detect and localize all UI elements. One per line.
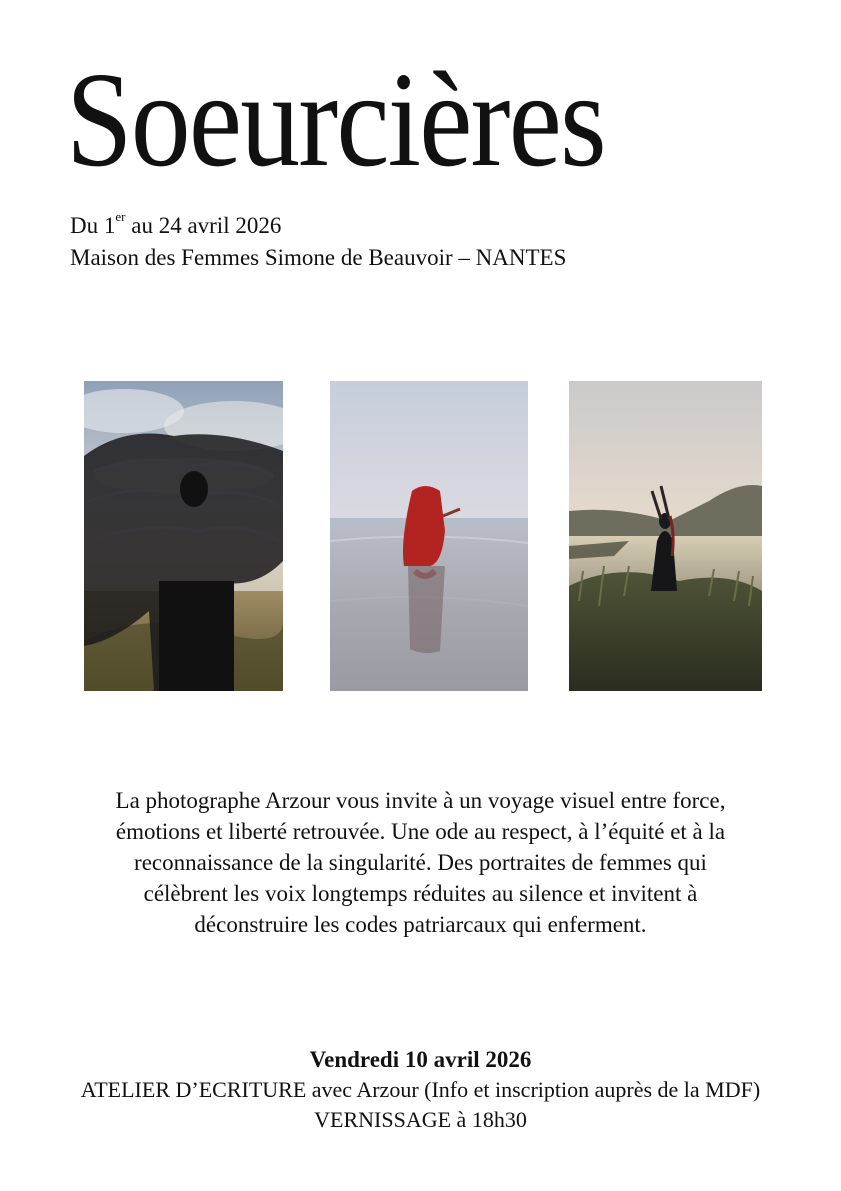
exhibition-description xyxy=(60,785,781,940)
event-info xyxy=(0,1045,841,1135)
description-line: La photographe Arzour vous invite à un voyage visuel entre force, xyxy=(115,788,726,813)
event-opening: VERNISSAGE à 18h30 xyxy=(314,1107,527,1132)
poster-title: Soeurcières xyxy=(66,45,605,195)
event-workshop: ATELIER D’ECRITURE avec Arzour (Info et inscription auprès de la MDF) xyxy=(80,1077,761,1102)
photo-lake-grass xyxy=(569,381,762,691)
description-line: émotions et liberté retrouvée. Une ode au respect, à l’équité et à la xyxy=(115,819,726,844)
dates-superscript: er xyxy=(115,209,126,225)
exhibition-venue: Maison des Femmes Simone de Beauvoir – NANTES xyxy=(70,245,567,270)
dates-suffix: au 24 avril 2026 xyxy=(125,213,282,238)
event-date: Vendredi 10 avril 2026 xyxy=(309,1047,532,1072)
description-line: célèbrent les voix longtemps réduites au silence et invitent à xyxy=(143,881,698,906)
photo-veil-portrait xyxy=(84,381,283,691)
photo-red-veil-beach xyxy=(330,381,528,691)
dates-prefix: Du 1 xyxy=(70,213,116,238)
description-line: reconnaissance de la singularité. Des portraites de femmes qui xyxy=(134,850,707,875)
description-line: déconstruire les codes patriarcaux qui enferment. xyxy=(194,912,647,937)
exhibition-dates xyxy=(70,210,281,242)
